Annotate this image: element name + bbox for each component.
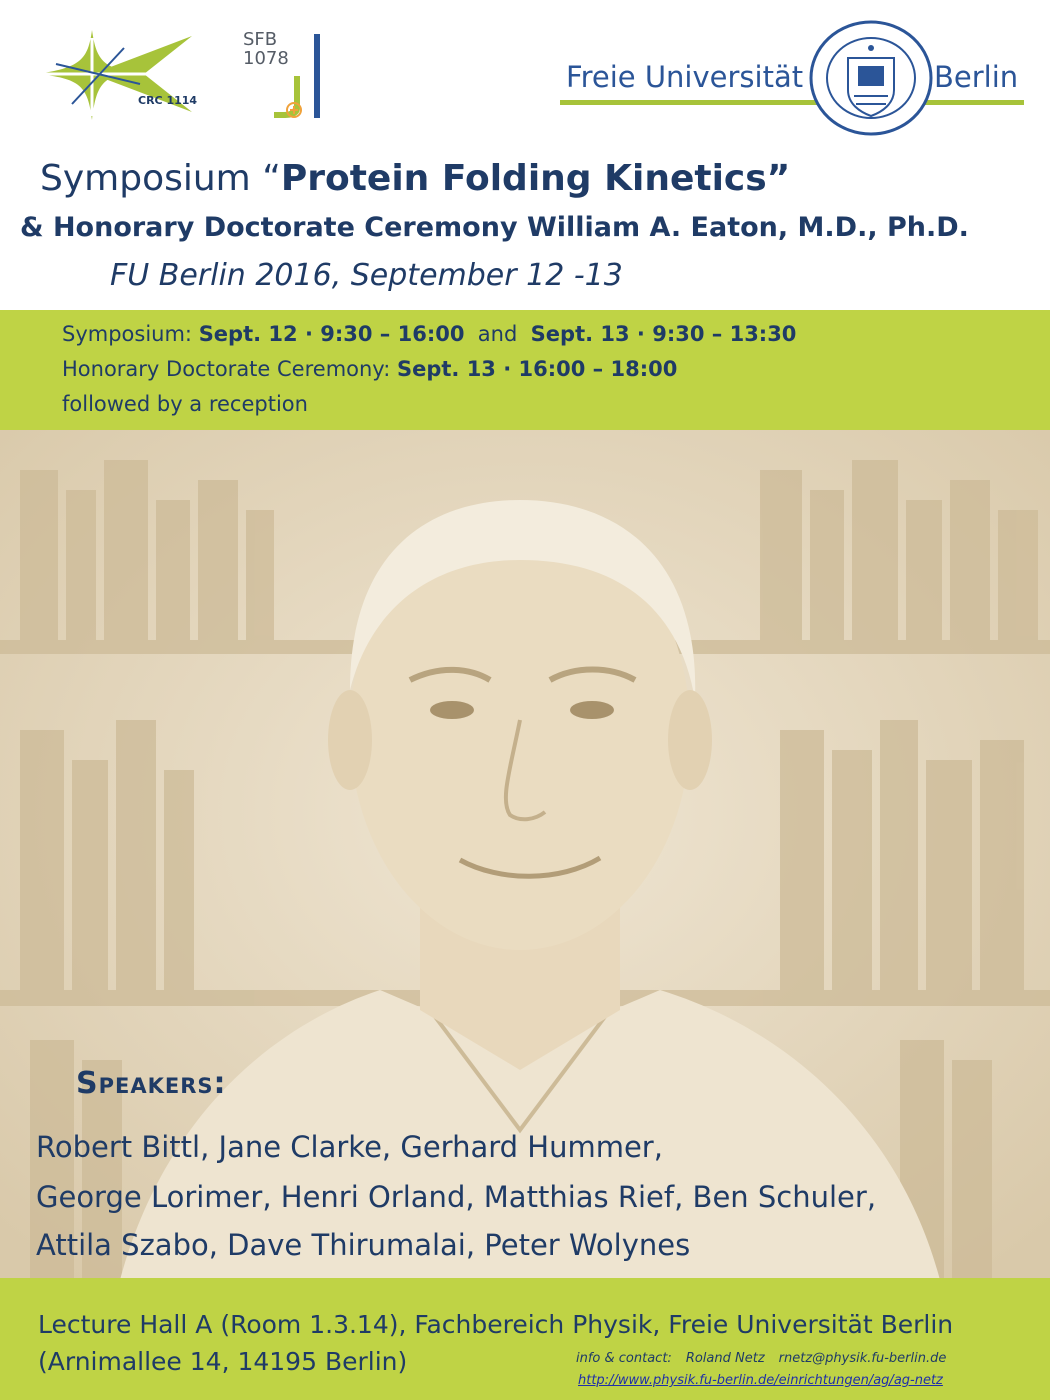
crc1114-label: CRC 1114 (138, 94, 198, 107)
schedule-ceremony-time: Sept. 13 · 16:00 – 18:00 (396, 357, 678, 381)
venue-line-1: Lecture Hall A (Room 1.3.14), Fachbereich Physik, Freie Universität Berlin (38, 1310, 954, 1339)
venue-line-2: (Arnimallee 14, 14195 Berlin) (38, 1347, 408, 1376)
symposium-prefix: Symposium “ (40, 158, 281, 199)
speakers-line-3: Attila Szabo, Dave Thirumalai, Peter Wolynes (36, 1228, 691, 1262)
symposium-name: Protein Folding Kinetics” (280, 158, 791, 199)
schedule-day2: Sept. 13 · 9:30 – 13:30 (530, 322, 797, 346)
symposium-title (40, 158, 790, 199)
fu-wordmark-left: Freie Universität (566, 60, 804, 94)
sfb1078-text (243, 30, 289, 68)
schedule-day1: Sept. 12 · 9:30 – 16:00 (198, 322, 465, 346)
schedule-symposium-label: Symposium: (62, 322, 199, 346)
speakers-line-1: Robert Bittl, Jane Clarke, Gerhard Hummer, (36, 1130, 663, 1164)
contact-label: info & contact: (576, 1351, 672, 1366)
contact-info (576, 1351, 960, 1366)
speakers-heading: Speakers: (76, 1066, 227, 1101)
schedule-and: and (464, 322, 531, 346)
sfb-number: 1078 (243, 48, 289, 69)
location-date: FU Berlin 2016, September 12 -13 (110, 258, 623, 293)
ceremony-subtitle: & Honorary Doctorate Ceremony William A. Eaton, M.D., Ph.D. (20, 212, 969, 243)
contact-email[interactable]: rnetz@physik.fu-berlin.de (778, 1351, 947, 1366)
schedule-ceremony-label: Honorary Doctorate Ceremony: (62, 357, 397, 381)
schedule-reception: followed by a reception (62, 392, 308, 416)
website-link[interactable]: http://www.physik.fu-berlin.de/einrichtungen/ag/ag-netz (578, 1373, 943, 1388)
fu-seal-icon (806, 18, 936, 138)
fu-wordmark-right: Berlin (934, 60, 1019, 94)
speakers-line-2: George Lorimer, Henri Orland, Matthias Rief, Ben Schuler, (36, 1180, 877, 1214)
sfb-label: SFB (243, 29, 278, 50)
schedule-symposium (62, 322, 796, 346)
fu-underline (560, 100, 1024, 105)
schedule-ceremony (62, 357, 677, 381)
contact-name: Roland Netz (685, 1351, 765, 1366)
crc1114-logo (32, 28, 202, 128)
